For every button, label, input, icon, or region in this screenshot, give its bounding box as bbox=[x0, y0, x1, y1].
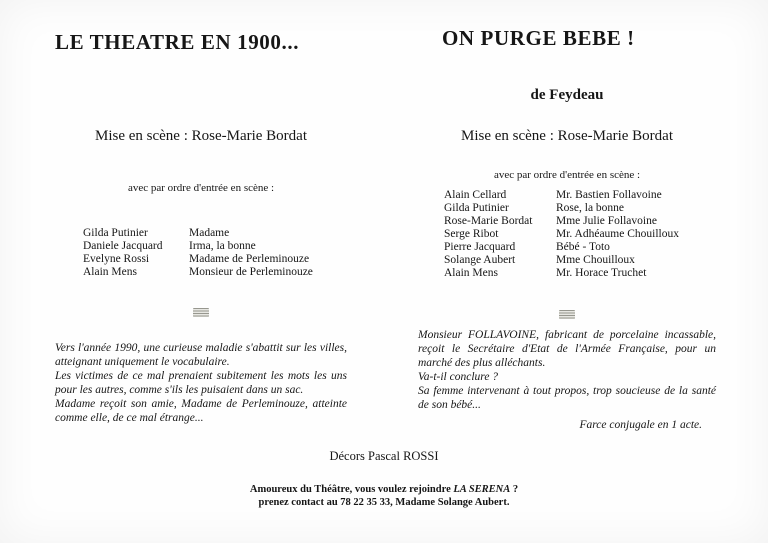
play-title-left: LE THEATRE EN 1900... bbox=[55, 30, 300, 54]
contact-suffix: ? bbox=[510, 484, 519, 495]
contact-line2: prenez contact au 78 22 35 33, Madame Solange Aubert. bbox=[258, 497, 510, 508]
actor-name: Pierre Jacquard bbox=[444, 241, 516, 253]
actor-name: Rose-Marie Bordat bbox=[444, 215, 533, 227]
role-name: Madame de Perleminouze bbox=[189, 253, 310, 265]
cast-row bbox=[444, 189, 716, 202]
synopsis-paragraph: Sa femme intervenant à tout propos, trop soucieuse de la santé de son bébé... bbox=[418, 385, 716, 411]
ornament-icon bbox=[193, 308, 209, 317]
cast-row bbox=[444, 202, 716, 215]
actor-name: Solange Aubert bbox=[444, 254, 516, 266]
role-name: Monsieur de Perleminouze bbox=[189, 266, 313, 278]
actor-name: Serge Ribot bbox=[444, 228, 499, 240]
decors-credit: Décors Pascal ROSSI bbox=[329, 449, 439, 463]
synopsis-paragraph: Monsieur FOLLAVOINE, fabricant de porcelaine incassable, reçoit le Secrétaire d'Etat de l'Armée Française, pour un marché des plus alléchants. bbox=[418, 329, 716, 369]
actor-name: Alain Cellard bbox=[444, 189, 507, 201]
synopsis-right bbox=[418, 328, 716, 412]
role-name: Mr. Bastien Follavoine bbox=[556, 189, 662, 201]
synopsis-paragraph: Va-t-il conclure ? bbox=[418, 371, 499, 383]
cast-row bbox=[444, 254, 716, 267]
troupe-name: LA SERENA bbox=[453, 484, 511, 495]
role-name: Irma, la bonne bbox=[189, 240, 256, 252]
ornament-icon bbox=[559, 310, 575, 319]
play-title-right: ON PURGE BEBE ! bbox=[442, 26, 635, 50]
actor-name: Alain Mens bbox=[444, 267, 498, 279]
cast-intro-left: avec par ordre d'entrée en scène : bbox=[127, 182, 275, 194]
synopsis-paragraph: Vers l'année 1990, une curieuse maladie s'abattit sur les villes, atteignant uniquement le vocabulaire. bbox=[55, 342, 347, 368]
synopsis-left bbox=[55, 341, 347, 425]
role-name: Madame bbox=[189, 227, 230, 239]
actor-name: Alain Mens bbox=[83, 266, 137, 278]
cast-list-left bbox=[83, 227, 347, 279]
actor-name: Daniele Jacquard bbox=[83, 240, 163, 252]
cast-row bbox=[444, 267, 716, 280]
contact-prefix: Amoureux du Théâtre, vous voulez rejoindre bbox=[249, 484, 454, 495]
right-play-section bbox=[418, 26, 716, 431]
direction-line-right: Mise en scène : Rose-Marie Bordat bbox=[460, 128, 674, 144]
cast-row bbox=[83, 240, 347, 253]
cast-list-right bbox=[444, 189, 716, 280]
genre-tagline: Farce conjugale en 1 acte. bbox=[579, 419, 702, 431]
cast-row bbox=[83, 266, 347, 279]
role-name: Mr. Horace Truchet bbox=[556, 267, 647, 279]
cast-row bbox=[444, 241, 716, 254]
actor-name: Evelyne Rossi bbox=[83, 253, 150, 265]
synopsis-paragraph: Madame reçoit son amie, Madame de Perleminouze, atteinte comme elle, de ce mal étrange... bbox=[55, 398, 347, 424]
cast-row bbox=[444, 228, 716, 241]
role-name: Mme Julie Follavoine bbox=[556, 215, 657, 227]
role-name: Mme Chouilloux bbox=[556, 254, 635, 266]
role-name: Bébé - Toto bbox=[556, 241, 610, 253]
author-line: de Feydeau bbox=[530, 87, 604, 103]
cast-row bbox=[444, 215, 716, 228]
cast-intro-right: avec par ordre d'entrée en scène : bbox=[493, 169, 641, 181]
actor-name: Gilda Putinier bbox=[444, 202, 509, 214]
contact-line1 bbox=[0, 483, 768, 496]
cast-row bbox=[83, 253, 347, 266]
contact-block bbox=[0, 483, 768, 509]
left-play-section bbox=[55, 30, 347, 425]
role-name: Mr. Adhéaume Chouilloux bbox=[556, 228, 679, 240]
role-name: Rose, la bonne bbox=[556, 202, 625, 214]
actor-name: Gilda Putinier bbox=[83, 227, 148, 239]
synopsis-paragraph: Les victimes de ce mal prenaient subitement les mots les uns pour les autres, comme s'ils les puisaient dans un sac. bbox=[55, 370, 347, 396]
cast-row bbox=[83, 227, 347, 240]
direction-line-left: Mise en scène : Rose-Marie Bordat bbox=[94, 128, 308, 144]
